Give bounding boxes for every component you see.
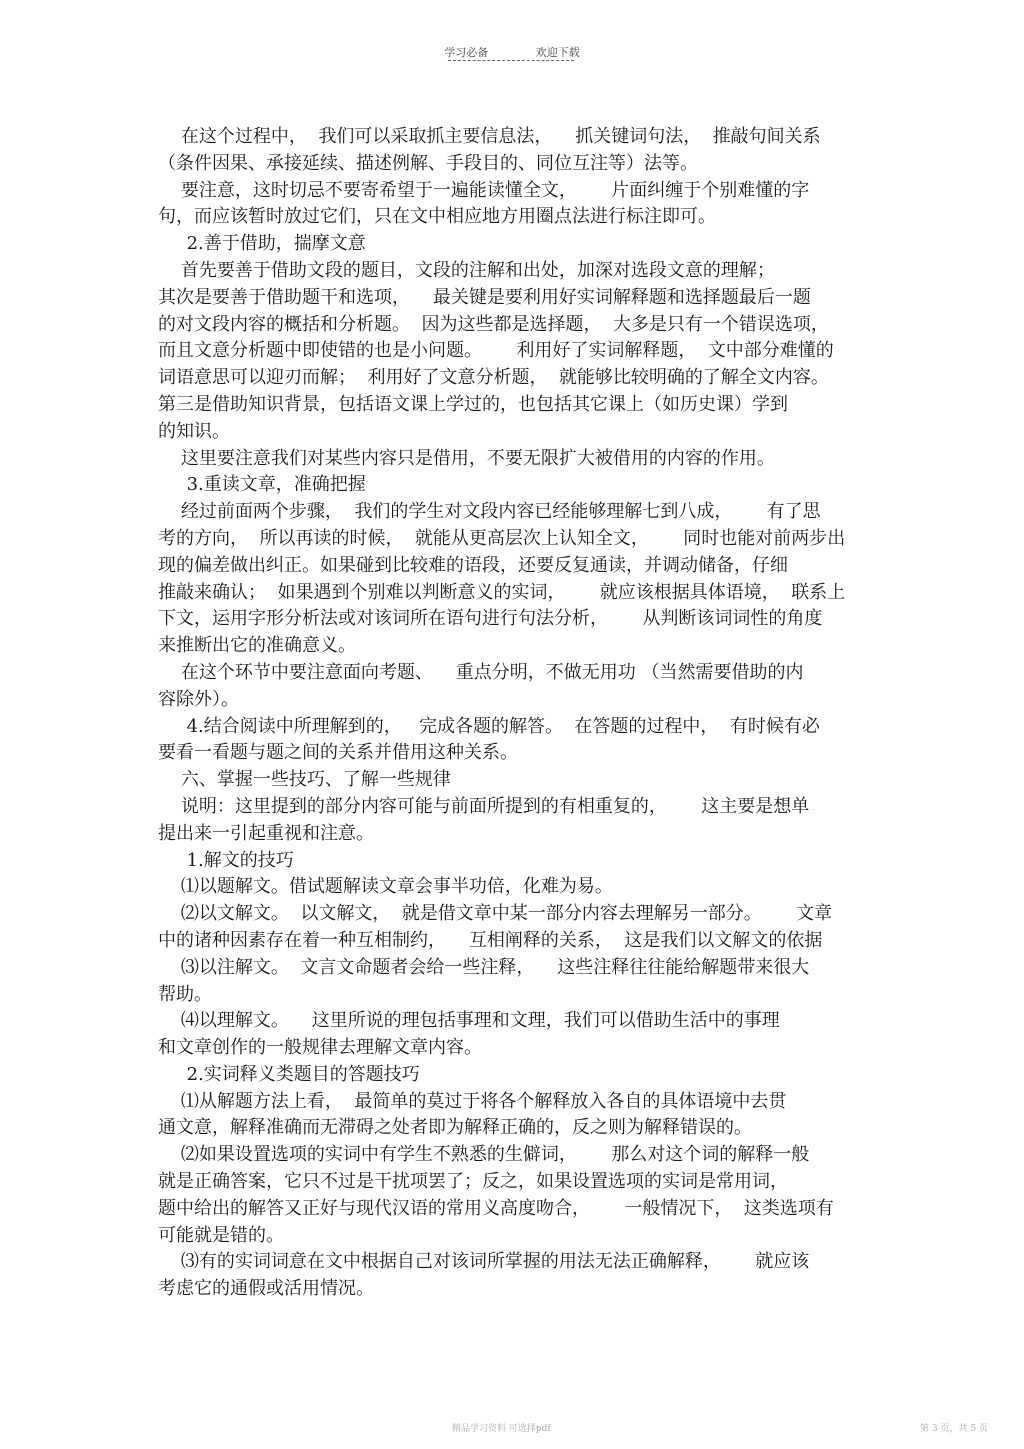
footer-source-text: 精品学习资料 可选择pdf [452, 1424, 551, 1434]
text-line: ⑵以文解文。 以文解文， 就是借文章中某一部分内容去理解另一部分。 文章 [158, 903, 833, 925]
header-divider [448, 60, 574, 61]
text-line: 通文意，解释准确而无滞碍之处者即为解释正确的，反之则为解释错误的。 [158, 1117, 752, 1139]
text-line: 和文章创作的一般规律去理解文章内容。 [158, 1037, 482, 1059]
text-line: 提出来一引起重视和注意。 [158, 822, 374, 844]
text-line: 的对文段内容的概括和分析题。 因为这些都是选择题， 大多是只有一个错误选项， [158, 313, 829, 335]
text-line: 2.善于借助，揣摩文意 [158, 233, 366, 255]
text-line: ⑶有的实词词意在文中根据自己对该词所掌握的用法无法正确解释， 就应该 [158, 1251, 810, 1273]
text-line: 要看一看题与题之间的关系并借用这种关系。 [158, 742, 518, 764]
document-body [158, 124, 878, 1303]
text-line: 推敲来确认； 如果遇到个别难以判断意义的实词， 就应该根据具体语境， 联系上 [158, 581, 846, 603]
page-header [0, 44, 1024, 60]
text-line: 而且文意分析题中即使错的也是小问题。 利用好了实词解释题， 文中部分难懂的 [158, 340, 834, 362]
text-line: 2.实词释义类题目的答题技巧 [158, 1063, 420, 1085]
text-line: 说明：这里提到的部分内容可能与前面所提到的有相重复的， 这主要是想单 [158, 795, 810, 817]
text-line: 3.重读文章，准确把握 [158, 474, 366, 496]
text-line: ⑶以注解文。 文言文命题者会给一些注释， 这些注释往往能给解题带来很大 [158, 956, 810, 978]
text-line: 帮助。 [158, 983, 212, 1005]
text-line: 就是正确答案，它只不过是干扰项罢了；反之，如果设置选项的实词是常用词， [158, 1171, 788, 1193]
text-line: 中的诸种因素存在着一种互相制约， 互相阐释的关系， 这是我们以文解文的依据 [158, 929, 823, 951]
text-line: ⑴从解题方法上看， 最简单的莫过于将各个解释放入各自的具体语境中去贯 [158, 1090, 787, 1112]
text-line: （条件因果、承接延续、描述例解、手段目的、同位互注等）法等。 [158, 152, 698, 174]
text-line: 在这个环节中要注意面向考题、 重点分明，不做无用功 （当然需要借助的内 [158, 661, 804, 683]
text-line: 经过前面两个步骤， 我们的学生对文段内容已经能够理解七到八成， 有了思 [158, 501, 821, 523]
text-line: 首先要善于借助文段的题目，文段的注解和出处，加深对选段文意的理解； [158, 259, 775, 281]
page-number: 第 3 页，共 5 页 [920, 1424, 988, 1434]
text-line: 题中给出的解答又正好与现代汉语的常用义高度吻合， 一般情况下， 这类选项有 [158, 1197, 834, 1219]
text-line: 考虑它的通假或活用情况。 [158, 1278, 374, 1300]
text-line: ⑵如果设置选项的实词中有学生不熟悉的生僻词， 那么对这个词的解释一般 [158, 1144, 810, 1166]
text-line: 考的方向， 所以再读的时候， 就能从更高层次上认知全文， 同时也能对前两步出 [158, 527, 846, 549]
text-line: 六、掌握一些技巧、了解一些规律 [158, 769, 451, 791]
text-line: 句，而应该暂时放过它们，只在文中相应地方用圈点法进行标注即可。 [158, 206, 716, 228]
text-line: 词语意思可以迎刃而解； 利用好了文意分析题， 就能够比较明确的了解全文内容。 [158, 367, 829, 389]
text-line: 在这个过程中， 我们可以采取抓主要信息法， 抓关键词句法， 推敲句间关系 [158, 126, 821, 147]
header-left-text: 学习必备 [444, 46, 489, 59]
header-right-text: 欢迎下载 [535, 46, 580, 59]
text-line: 下文，运用字形分析法或对该词所在语句进行句法分析， 从判断该词词性的角度 [158, 608, 823, 630]
text-line: 4.结合阅读中所理解到的， 完成各题的解答。 在答题的过程中， 有时候有必 [158, 715, 820, 737]
text-line: 容除外）。 [158, 688, 239, 710]
text-line: 可能就是错的。 [158, 1224, 284, 1246]
text-line: 第三是借助知识背景，包括语文课上学过的，也包括其它课上（如历史课）学到 [158, 393, 788, 415]
text-line: ⑷以理解文。 这里所说的理包括事理和文理，我们可以借助生活中的事理 [158, 1010, 780, 1032]
text-line: 来推断出它的准确意义。 [158, 635, 356, 657]
text-line: 要注意，这时切忌不要寄希望于一遍能读懂全文， 片面纠缠于个别难懂的字 [158, 179, 810, 201]
text-line: 其次是要善于借助题干和选项， 最关键是要利用好实词解释题和选择题最后一题 [158, 286, 811, 308]
text-line: 1.解文的技巧 [158, 849, 294, 871]
text-line: 这里要注意我们对某些内容只是借用，不要无限扩大被借用的内容的作用。 [158, 447, 775, 469]
text-line: ⑴以题解文。借试题解读文章会事半功倍，化难为易。 [158, 876, 613, 898]
text-line: 现的偏差做出纠正。如果碰到比较难的语段，还要反复通读，并调动储备，仔细 [158, 554, 788, 576]
text-line: 的知识。 [158, 420, 230, 442]
